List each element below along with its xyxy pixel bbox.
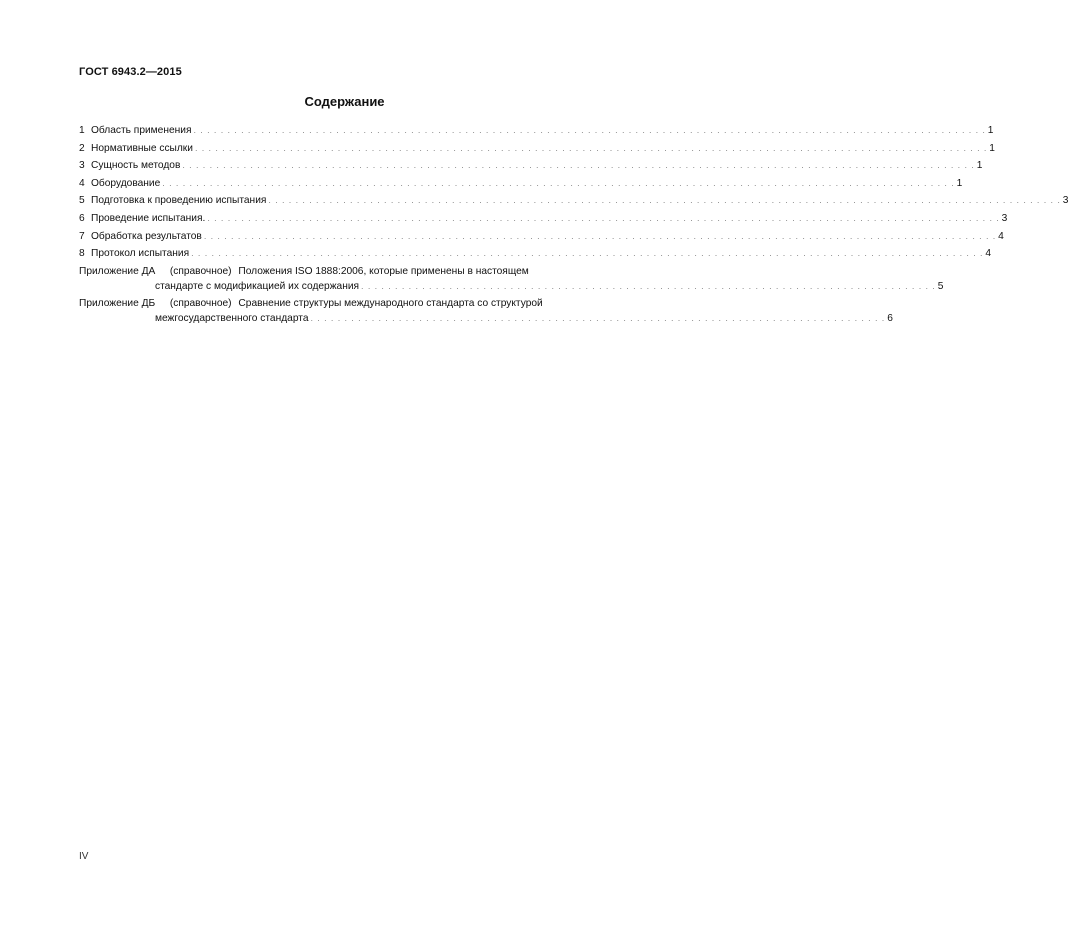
toc-appendix-db[interactable] [79,296,893,326]
document-code: ГОСТ 6943.2—2015 [79,66,182,78]
toc-entry-3[interactable] [79,157,983,175]
toc-entry-label: Проведение испытания. [91,212,206,224]
toc-entry-page: 1 [987,125,994,136]
appendix-title-line-2: межгосударственного стандарта [155,312,309,324]
appendix-line-2 [79,279,943,294]
appendix-title-line-2: стандарте с модификацией их содержания [155,280,360,292]
appendix-body [79,264,943,294]
toc-entry-number: 7 [79,230,85,242]
dot-leader [191,245,983,263]
toc-entry-page: 1 [976,160,983,172]
toc-entry-label: Сущность методов [91,160,181,172]
toc-entry-page: 3 [1001,212,1008,224]
dot-leader [193,122,985,140]
toc-entry-page: 1 [956,177,963,189]
toc-entry-label: Протокол испытания [91,248,190,260]
appendix-kind: (справочное) [169,265,232,277]
toc-entry-label: Обработка результатов [91,230,202,242]
appendix-title-line-1: Положения ISO 1888:2006, которые применены в настоящем [238,265,529,277]
appendix-page: 6 [887,312,893,324]
table-of-contents [79,122,1068,328]
dot-leader [311,311,886,326]
toc-entry-6[interactable] [79,210,1008,228]
toc-entry-number: 5 [79,195,85,207]
toc-entry-1[interactable] [79,122,994,140]
dot-leader [361,279,936,294]
dot-leader [182,157,974,175]
dot-leader [162,175,954,193]
toc-entry-8[interactable] [79,245,992,263]
dot-leader [204,228,996,246]
toc-entry-5[interactable] [79,192,1068,210]
toc-entry-number: 3 [79,160,85,172]
toc-entry-number: 2 [79,142,85,154]
appendix-line-1 [79,296,893,311]
toc-appendix-da[interactable] [79,264,944,294]
appendix-body [79,296,893,326]
page-number: IV [79,851,89,862]
toc-title: Содержание [304,94,385,109]
appendix-line-2 [79,311,893,326]
toc-entry-label: Подготовка к проведению испытания [91,195,267,207]
toc-entry-page: 4 [998,230,1004,242]
toc-entry-label: Область применения [91,125,192,136]
toc-entry-label: Оборудование [91,177,161,189]
appendix-name: Приложение ДБ [79,297,156,309]
toc-entry-page: 4 [985,248,992,260]
appendix-kind: (справочное) [169,297,232,309]
dot-leader [268,192,1060,210]
toc-entry-number: 1 [79,125,85,136]
dot-leader [207,210,999,228]
toc-entry-number: 4 [79,177,85,189]
appendix-name: Приложение ДА [79,265,156,277]
toc-entry-page: 1 [989,142,995,154]
toc-entry-page: 3 [1062,195,1068,207]
appendix-line-1 [79,264,943,279]
appendix-title-line-1: Сравнение структуры международного стандарта со структурой [238,297,543,309]
toc-entry-number: 6 [79,212,85,224]
toc-entry-2[interactable] [79,140,995,158]
toc-entry-4[interactable] [79,175,963,193]
toc-entry-number: 8 [79,248,85,260]
toc-entry-7[interactable] [79,228,1004,246]
dot-leader [195,140,987,158]
appendix-page: 5 [937,280,944,292]
toc-entry-label: Нормативные ссылки [91,142,193,154]
